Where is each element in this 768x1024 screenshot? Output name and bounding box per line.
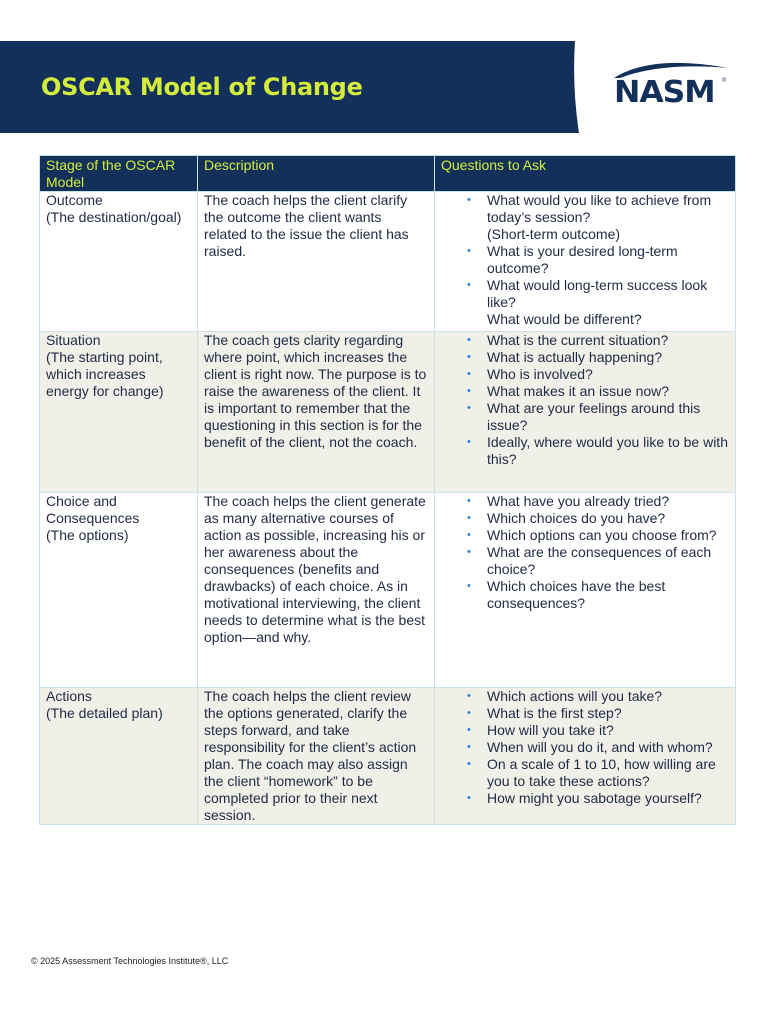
table-row-situation xyxy=(40,332,736,493)
questions-cell xyxy=(435,332,736,493)
description-cell: The coach gets clarity regarding where point, which increases the client is right now. The purpose is to raise the awareness of the client. It is important to remember that the questioning in this section is for the benefit of the client, not the coach. xyxy=(198,332,435,493)
description-cell: The coach helps the client review the options generated, clarify the steps forward, and take responsibility for the client’s action plan. The coach may also assign the client “homework” to be completed prior to their next session. xyxy=(198,688,435,825)
table-header-row xyxy=(40,156,736,192)
questions-cell xyxy=(435,493,736,688)
question-item: • What is your desired long-term outcome? xyxy=(467,243,678,276)
questions-cell xyxy=(435,688,736,825)
bullet-icon: • xyxy=(467,402,471,414)
bullet-icon: • xyxy=(467,758,471,770)
header-questions: Questions to Ask xyxy=(435,156,736,192)
question-item: • Who is involved? xyxy=(467,366,593,382)
bullet-icon: • xyxy=(467,580,471,592)
question-item: • What would long-term success look like? What would be different? xyxy=(441,277,729,328)
header-description: Description xyxy=(198,156,435,192)
logo-registered-mark: ® xyxy=(722,78,727,84)
stage-name: Outcome xyxy=(46,192,103,208)
footer-copyright: © 2025 Assessment Technologies Institute®, LLC xyxy=(31,956,229,966)
question-item: • What have you already tried? xyxy=(467,493,670,509)
stage-name: Situation xyxy=(46,332,101,348)
stage-name: Choice and Consequences xyxy=(46,493,140,526)
nasm-logo: NASM xyxy=(614,75,715,110)
bullet-icon: • xyxy=(467,368,471,380)
bullet-icon: • xyxy=(467,707,471,719)
question-item: • What are the consequences of each choice? xyxy=(467,544,712,577)
stage-cell xyxy=(40,332,198,493)
question-list xyxy=(441,688,729,807)
bullet-icon: • xyxy=(467,351,471,363)
bullet-icon: • xyxy=(467,741,471,753)
question-note: What would be different? xyxy=(487,311,642,327)
page-title: OSCAR Model of Change xyxy=(41,73,363,101)
bullet-icon: • xyxy=(467,334,471,346)
oscar-table xyxy=(39,155,736,825)
question-item: • When will you do it, and with whom? xyxy=(467,739,713,755)
description-cell: The coach helps the client clarify the outcome the client wants related to the issue the client has raised. xyxy=(198,192,435,332)
bullet-icon: • xyxy=(467,194,471,206)
bullet-icon: • xyxy=(467,279,471,291)
stage-cell xyxy=(40,192,198,332)
bullet-icon: • xyxy=(467,792,471,804)
question-item: • Which choices have the best consequences? xyxy=(467,578,666,611)
table-row-outcome xyxy=(40,192,736,332)
question-item: • What would you like to achieve from today’s session? (Short-term outcome) xyxy=(441,192,729,243)
question-list xyxy=(441,493,729,612)
bullet-icon: • xyxy=(467,436,471,448)
stage-cell xyxy=(40,688,198,825)
questions-cell xyxy=(435,192,736,332)
bullet-icon: • xyxy=(467,724,471,736)
stage-subtitle: (The detailed plan) xyxy=(46,705,163,721)
bullet-icon: • xyxy=(467,245,471,257)
stage-name: Actions xyxy=(46,688,92,704)
question-list xyxy=(441,332,729,468)
stage-subtitle: (The options) xyxy=(46,527,129,543)
bullet-icon: • xyxy=(467,385,471,397)
question-item: • What is the current situation? xyxy=(467,332,669,348)
question-item: • What is the first step? xyxy=(467,705,622,721)
table-row-actions xyxy=(40,688,736,825)
question-note: (Short-term outcome) xyxy=(487,226,621,242)
description-cell: The coach helps the client generate as many alternative courses of action as possible, increasing his or her awareness about the consequences (benefits and drawbacks) of each choice. As in motivational interviewing, the client needs to determine what is the best option—and why. xyxy=(198,493,435,688)
bullet-icon: • xyxy=(467,495,471,507)
stage-cell xyxy=(40,493,198,688)
question-item: • What makes it an issue now? xyxy=(467,383,670,399)
bullet-icon: • xyxy=(467,512,471,524)
question-item: • How will you take it? xyxy=(467,722,614,738)
stage-subtitle: (The starting point, which increases energy for change) xyxy=(46,349,164,399)
table-row-choice xyxy=(40,493,736,688)
question-item: • Ideally, where would you like to be with this? xyxy=(467,434,728,467)
question-item: • Which actions will you take? xyxy=(467,688,663,704)
question-list xyxy=(441,192,729,328)
stage-subtitle: (The destination/goal) xyxy=(46,209,182,225)
question-item: • Which choices do you have? xyxy=(467,510,666,526)
question-item: • Which options can you choose from? xyxy=(467,527,717,543)
bullet-icon: • xyxy=(467,546,471,558)
question-item: • What is actually happening? xyxy=(467,349,663,365)
question-item: • On a scale of 1 to 10, how willing are you to take these actions? xyxy=(467,756,716,789)
bullet-icon: • xyxy=(467,690,471,702)
bullet-icon: • xyxy=(467,529,471,541)
question-item: • How might you sabotage yourself? xyxy=(467,790,702,806)
header-stage: Stage of the OSCAR Model xyxy=(40,156,198,192)
question-item: • What are your feelings around this issue? xyxy=(467,400,701,433)
